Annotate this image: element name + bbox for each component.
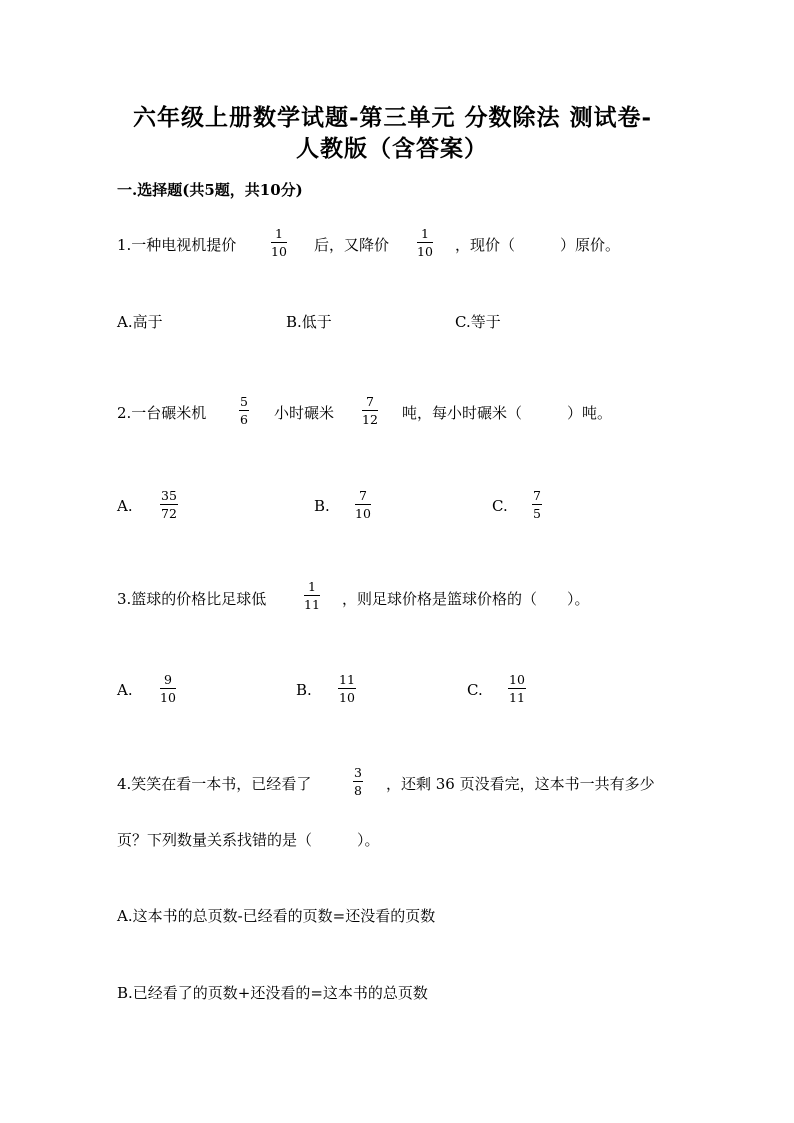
fraction-numerator: 7	[365, 394, 374, 409]
fraction-denominator: 8	[354, 783, 362, 798]
fraction-denominator: 12	[362, 412, 378, 427]
question-1-option-c[interactable]: C.等于	[455, 313, 501, 331]
question-3-option-c-label[interactable]: C.	[467, 681, 483, 699]
question-4-fraction-1	[353, 766, 363, 797]
fraction-denominator: 10	[417, 244, 433, 259]
question-2-text-b: 小时碾米	[274, 404, 335, 422]
question-3-text-a: 3.篮球的价格比足球低	[117, 590, 267, 608]
fraction-denominator: 5	[533, 506, 541, 521]
question-3-option-a-fraction[interactable]	[160, 673, 176, 704]
fraction-numerator: 7	[533, 488, 541, 503]
question-3-option-a-label[interactable]: A.	[117, 681, 133, 699]
fraction-numerator: 10	[509, 672, 525, 687]
page-title-line1: 六年级上册数学试题-第三单元 分数除法 测试卷-	[133, 104, 653, 131]
fraction-denominator: 10	[355, 506, 371, 521]
question-2-option-a-fraction[interactable]	[160, 489, 178, 520]
section-heading: 一.选择题(共5题，共10分)	[117, 181, 303, 199]
fraction-numerator: 7	[358, 488, 367, 503]
fraction-denominator: 10	[160, 690, 176, 705]
question-4-text-b: ，还剩 36 页没看完，这本书一共有多少	[386, 775, 655, 793]
question-4-option-a[interactable]: A.这本书的总页数-已经看的页数=还没看的页数	[117, 907, 436, 925]
fraction-denominator: 72	[161, 506, 177, 521]
question-3-fraction-1	[304, 580, 320, 611]
fraction-denominator: 10	[339, 690, 355, 705]
question-2-fraction-1	[239, 395, 249, 426]
question-1-option-a[interactable]: A.高于	[117, 313, 163, 331]
fraction-numerator: 9	[163, 672, 172, 687]
question-1-fraction-2	[417, 227, 433, 258]
fraction-numerator: 11	[339, 672, 355, 687]
fraction-denominator: 6	[240, 412, 248, 427]
fraction-numerator: 5	[240, 394, 248, 409]
question-3-option-b-label[interactable]: B.	[296, 681, 312, 699]
question-2-option-c-fraction[interactable]	[532, 489, 542, 520]
fraction-numerator: 3	[354, 765, 362, 780]
question-1-text-a: 1.一种电视机提价	[117, 236, 237, 254]
question-4-option-b[interactable]: B.已经看了的页数+还没看的=这本书的总页数	[117, 984, 428, 1002]
fraction-denominator: 11	[304, 597, 320, 612]
question-1-text-c: ，现价（ ）原价。	[455, 236, 621, 254]
question-2-text-a: 2.一台碾米机	[117, 404, 207, 422]
question-2-text-c: 吨，每小时碾米（ ）吨。	[402, 404, 613, 422]
question-3-option-c-fraction[interactable]	[508, 673, 526, 704]
question-2-option-b-fraction[interactable]	[355, 489, 371, 520]
question-2-option-b-label[interactable]: B.	[314, 497, 330, 515]
question-2-fraction-2	[362, 395, 378, 426]
fraction-denominator: 10	[271, 244, 287, 259]
question-3-option-b-fraction[interactable]	[338, 673, 356, 704]
fraction-numerator: 1	[420, 226, 429, 241]
question-1-fraction-1	[271, 227, 287, 258]
fraction-numerator: 35	[161, 488, 177, 503]
question-2-option-a-label[interactable]: A.	[117, 497, 133, 515]
fraction-numerator: 1	[274, 226, 283, 241]
page-title-line2: 人教版（含答案）	[296, 135, 488, 162]
question-1-text-b: 后，又降价	[314, 236, 390, 254]
fraction-denominator: 11	[509, 690, 525, 705]
fraction-numerator: 1	[307, 579, 316, 594]
question-4-text-a: 4.笑笑在看一本书，已经看了	[117, 775, 312, 793]
question-4-text-line2: 页？下列数量关系找错的是（ ）。	[117, 831, 380, 849]
question-2-option-c-label[interactable]: C.	[492, 497, 508, 515]
question-3-text-b: ，则足球价格是篮球价格的（ ）。	[342, 590, 590, 608]
question-1-option-b[interactable]: B.低于	[286, 313, 332, 331]
